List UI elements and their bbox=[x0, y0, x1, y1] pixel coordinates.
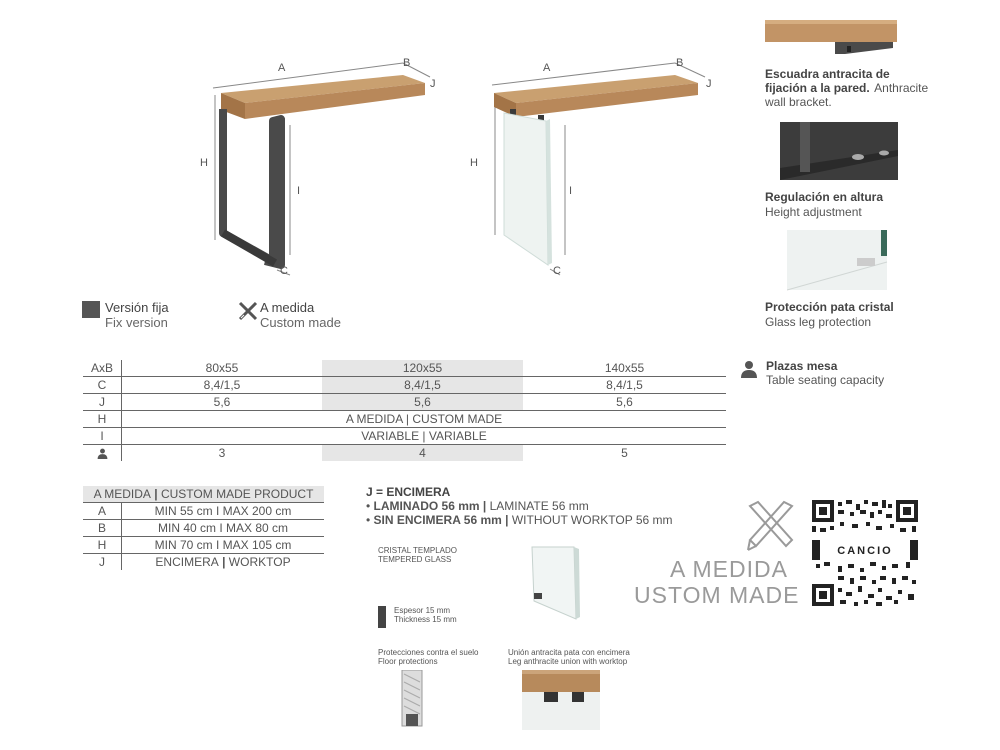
spec-seats-cell: 4 bbox=[322, 445, 523, 462]
dim-label-c-2: C bbox=[553, 265, 561, 277]
feature-wall-bracket-title: Escuadra antracita de fijación a la pared. bbox=[765, 67, 890, 95]
fixed-version-title: Versión fija bbox=[105, 300, 169, 315]
spec-cell: 8,4/1,5 bbox=[523, 377, 726, 394]
custom-row-value: MIN 70 cm I MAX 105 cm bbox=[122, 537, 325, 554]
dim-label-a: A bbox=[278, 62, 286, 74]
custom-row-value bbox=[122, 554, 325, 571]
feature-glass-protection-subtitle: Glass leg protection bbox=[765, 315, 872, 329]
dim-label-h-2: H bbox=[470, 157, 478, 169]
table-row bbox=[83, 445, 726, 462]
ruler-pencil-icon bbox=[238, 301, 258, 321]
worktop-title: J = ENCIMERA bbox=[366, 485, 451, 499]
thickness-subtitle: Thickness 15 mm bbox=[394, 615, 457, 624]
worktop-item-sep: | bbox=[501, 513, 512, 527]
table-row bbox=[83, 377, 726, 394]
dim-label-b-2: B bbox=[676, 57, 684, 69]
dim-label-a-2: A bbox=[543, 62, 551, 74]
person-icon bbox=[740, 360, 758, 378]
qr-code bbox=[812, 500, 918, 606]
tempered-glass-image bbox=[530, 545, 582, 620]
table-row bbox=[83, 520, 324, 537]
custom-row-label: J bbox=[83, 554, 122, 571]
spec-span-cell bbox=[122, 411, 727, 428]
custom-version-subtitle: Custom made bbox=[260, 315, 341, 330]
custom-row-value: MIN 40 cm I MAX 80 cm bbox=[122, 520, 325, 537]
custom-header-sep: | bbox=[150, 487, 161, 501]
dim-label-j: J bbox=[430, 78, 436, 90]
leg-union-label bbox=[508, 648, 630, 666]
brand-custom-line1: A MEDIDA bbox=[670, 556, 788, 582]
worktop-item-rest: LAMINATE 56 mm bbox=[489, 499, 589, 513]
custom-made-table bbox=[83, 486, 324, 570]
custom-row-sep: | bbox=[218, 555, 229, 569]
dim-label-j-2: J bbox=[706, 78, 712, 90]
custom-row-label: B bbox=[83, 520, 122, 537]
glass-protection-image bbox=[787, 230, 892, 292]
table-row bbox=[83, 537, 324, 554]
dim-label-i: I bbox=[297, 185, 301, 197]
spec-span-rest: CUSTOM MADE bbox=[412, 412, 503, 426]
fixed-version-swatch bbox=[82, 301, 100, 318]
feature-wall-bracket bbox=[765, 67, 935, 109]
feature-wall-bracket-subtitle: Anthracite wall bracket. bbox=[765, 81, 929, 109]
worktop-item: • LAMINADO 56 mm | LAMINATE 56 mm bbox=[366, 499, 589, 513]
spec-cell: 8,4/1,5 bbox=[122, 377, 323, 394]
thickness-swatch bbox=[378, 606, 386, 628]
spec-header-label: AxB bbox=[83, 360, 122, 377]
custom-row-rest: WORKTOP bbox=[228, 555, 291, 569]
floor-protections-subtitle: Floor protections bbox=[378, 657, 438, 666]
spec-span-bold: VARIABLE bbox=[361, 429, 420, 443]
floor-protections-label bbox=[378, 648, 479, 666]
brand-custom-line2: USTOM MADE bbox=[634, 582, 800, 608]
table-row bbox=[83, 428, 726, 445]
fixed-version-subtitle: Fix version bbox=[105, 315, 168, 330]
spec-span-sep: | bbox=[419, 429, 429, 443]
dim-label-b: B bbox=[403, 57, 411, 69]
worktop-item: • SIN ENCIMERA 56 mm | WITHOUT WORKTOP 56 mm bbox=[366, 513, 673, 527]
spec-cell: 5,6 bbox=[322, 394, 523, 411]
spec-seats-cell: 5 bbox=[621, 446, 628, 460]
tempered-glass-label bbox=[378, 546, 457, 564]
spec-header-col: 120x55 bbox=[322, 360, 523, 377]
spec-cell: 5,6 bbox=[523, 394, 726, 411]
spec-cell: 5,6 bbox=[122, 394, 323, 411]
table-row bbox=[83, 503, 324, 520]
custom-header-rest: CUSTOM MADE PRODUCT bbox=[160, 487, 314, 501]
spec-table bbox=[83, 360, 726, 461]
seating-subtitle: Table seating capacity bbox=[766, 373, 885, 387]
custom-row-bold: ENCIMERA bbox=[155, 555, 219, 569]
person-icon bbox=[97, 448, 108, 459]
table-row bbox=[83, 394, 726, 411]
floor-protection-image bbox=[400, 670, 426, 730]
tempered-glass-title: CRISTAL TEMPLADO bbox=[378, 546, 457, 555]
spec-cell: 8,4/1,5 bbox=[322, 377, 523, 394]
dim-label-c: C bbox=[280, 265, 288, 277]
custom-version-title: A medida bbox=[260, 300, 315, 315]
spec-row-label: J bbox=[83, 394, 122, 411]
feature-height-adjustment bbox=[765, 190, 883, 220]
table-diagram-metal bbox=[195, 55, 450, 285]
custom-row-value: MIN 55 cm I MAX 200 cm bbox=[122, 503, 325, 520]
feature-glass-protection bbox=[765, 300, 894, 330]
leg-union-title: Unión antracita pata con encimera bbox=[508, 648, 630, 657]
wall-bracket-image bbox=[765, 18, 900, 60]
seating-legend bbox=[766, 359, 884, 387]
feature-height-adjustment-title: Regulación en altura bbox=[765, 190, 884, 204]
floor-protections-title: Protecciones contra el suelo bbox=[378, 648, 479, 657]
spec-row-label: H bbox=[83, 411, 122, 428]
spec-span-bold: A MEDIDA bbox=[345, 412, 403, 426]
leg-union-subtitle: Leg anthracite union with worktop bbox=[508, 657, 628, 666]
worktop-item-sep: | bbox=[479, 499, 490, 513]
table-row bbox=[83, 360, 726, 377]
qr-brand-text: CANCIO bbox=[837, 545, 893, 557]
custom-header-bold: A MEDIDA bbox=[93, 487, 151, 501]
spec-seats-label bbox=[83, 445, 122, 462]
table-diagram-glass bbox=[480, 55, 735, 285]
custom-row-label: A bbox=[83, 503, 122, 520]
seating-title: Plazas mesa bbox=[766, 359, 838, 373]
worktop-item-bold: LAMINADO 56 mm bbox=[373, 499, 480, 513]
tempered-glass-subtitle: TEMPERED GLASS bbox=[378, 555, 452, 564]
table-row bbox=[83, 486, 324, 503]
height-adjustment-image bbox=[780, 122, 900, 184]
worktop-item-rest: WITHOUT WORKTOP 56 mm bbox=[511, 513, 673, 527]
table-row bbox=[83, 411, 726, 428]
spec-header-col: 140x55 bbox=[523, 360, 726, 377]
custom-version-legend bbox=[260, 300, 341, 330]
thickness-title: Espesor 15 mm bbox=[394, 606, 451, 615]
ruler-pencil-large-icon bbox=[746, 500, 796, 552]
feature-glass-protection-title: Protección pata cristal bbox=[765, 300, 894, 314]
spec-row-label: C bbox=[83, 377, 122, 394]
dim-label-h: H bbox=[200, 157, 208, 169]
fixed-version-legend bbox=[105, 300, 169, 330]
worktop-info bbox=[366, 485, 673, 527]
spec-seats-cell: 3 bbox=[218, 446, 226, 460]
spec-row-label: I bbox=[83, 428, 122, 445]
spec-header-col: 80x55 bbox=[122, 360, 323, 377]
dim-label-i-2: I bbox=[569, 185, 573, 197]
custom-table-header bbox=[83, 486, 324, 503]
spec-span-rest: VARIABLE bbox=[428, 429, 487, 443]
feature-height-adjustment-subtitle: Height adjustment bbox=[765, 205, 862, 219]
spec-span-sep: | bbox=[402, 412, 413, 426]
worktop-item-bold: SIN ENCIMERA 56 mm bbox=[373, 513, 502, 527]
leg-union-image bbox=[522, 670, 602, 730]
custom-row-label: H bbox=[83, 537, 122, 554]
thickness-label bbox=[394, 606, 457, 624]
spec-span-cell bbox=[122, 428, 727, 445]
table-row bbox=[83, 554, 324, 571]
